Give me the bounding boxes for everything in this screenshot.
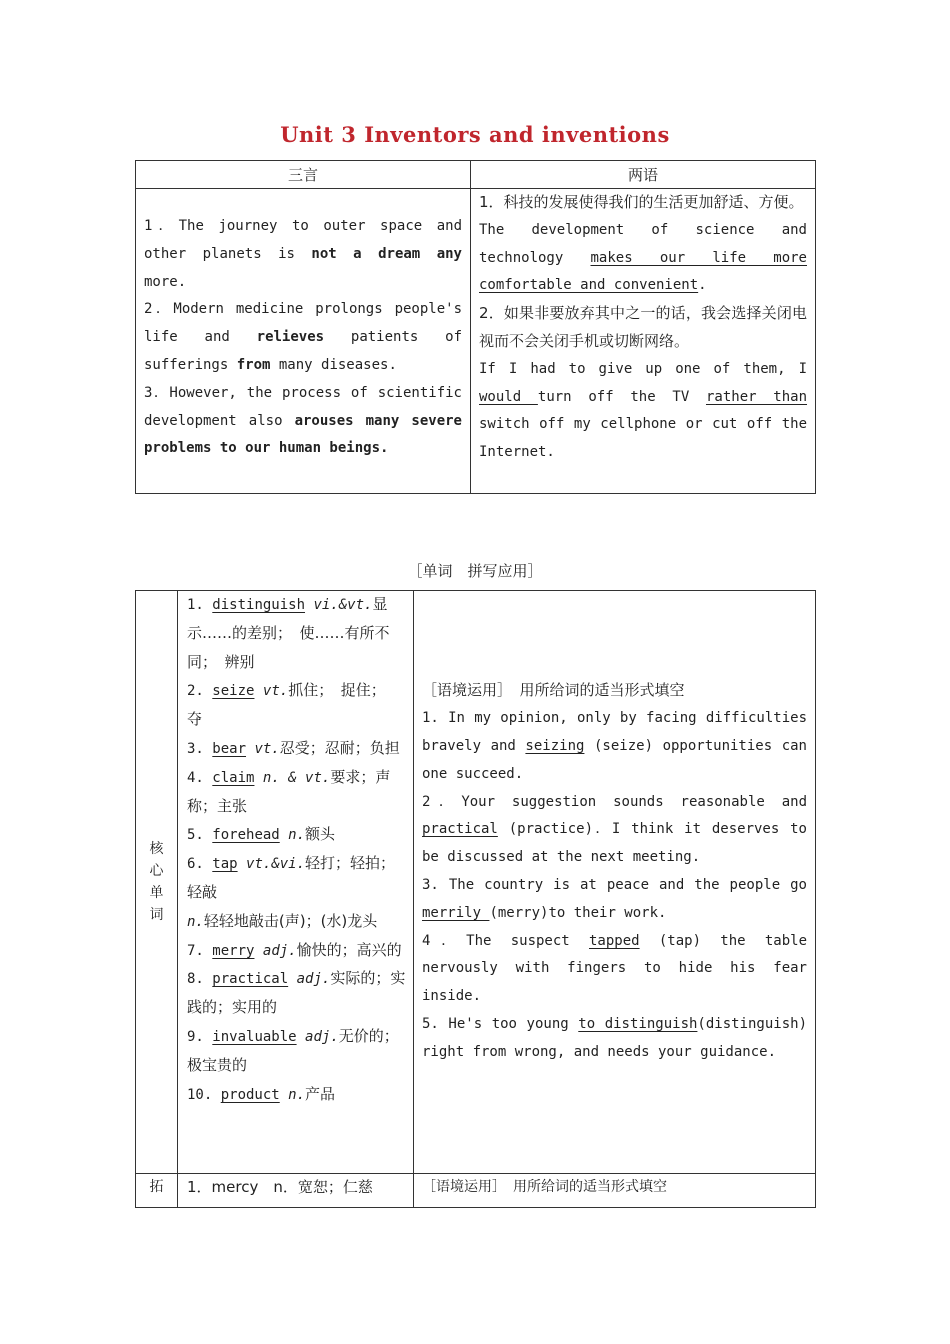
sentences-right-cell [471,189,816,494]
header-left: 三言 [136,161,471,189]
word-entry: 6. tap vt.&vi.轻打；轻拍；轻敲 [187,854,396,901]
vocabulary-table [135,590,816,1208]
sentences-table [135,160,816,494]
word-answer: claim [212,769,255,786]
word-entry: 4. claim n. & vt.要求；声称；主张 [187,767,391,815]
core-words-label [136,591,178,1174]
word-entry: n.轻轻地敲击(声)；(水)龙头 [187,911,378,930]
exercise-4: 4．The suspect tapped (tap) the table nervously with fingers to hide his fear inside. [422,932,808,1005]
word-answer: merry [212,942,255,959]
section-title: ［单词 拼写应用］ [407,562,543,580]
exercise-1: 1. In my opinion, only by facing difficulties bravely and seizing (seize) opportunities can one succeed. [422,710,807,782]
translation-prompt-1: 1．科技的发展使得我们的生活更加舒适、方便。 [479,193,804,211]
word-entry: 2. seize vt.抓住； 捉住； 夺 [187,681,394,729]
word-entry: 8. practical adj.实际的；实践的；实用的 [187,969,406,1017]
header-right: 两语 [471,161,816,189]
extended-words-label: 拓 [136,1174,178,1208]
word-answer: seize [212,683,255,700]
word-entry: 1. distinguish vi.&vt.显示……的差别； 使……有所不同； 辨别 [187,595,390,671]
exercise-3: 3. The country is at peace and the people go merrily (merry)to their work. [422,877,807,921]
word-list [178,591,414,1174]
word-entry: 7. merry adj.愉快的；高兴的 [187,940,402,959]
word-answer: distinguish [212,597,306,613]
translation-prompt-2: 2．如果非要放弃其中之一的话，我会选择关闭电视而不会关闭手机或切断网络。 [479,304,807,350]
sentence-1: 1．The journey to outer space and other planets is not a dream any more. [144,218,462,290]
extended-exercise-title: ［语境运用］ 用所给词的适当形式填空 [414,1174,816,1208]
word-entry: 3. bear vt.忍受；忍耐；负担 [187,738,400,757]
sentences-left-cell [136,189,471,494]
extended-word-1: 1．mercy n．宽恕；仁慈 [178,1174,414,1208]
word-entry: 9. invaluable adj.无价的；极宝贵的 [187,1026,399,1074]
word-answer: forehead [212,827,280,844]
word-answer: practical [212,971,289,988]
exercise-2: 2．Your suggestion sounds reasonable and practical (practice)．I think it deserves to be discussed at the next meeting. [422,793,807,866]
translation-answer-1: The development of science and technology makes our life more comfortable and convenient. [479,221,807,294]
core-words-text: 核 心 单 词 [149,841,164,923]
page-title: Unit 3 Inventors and inventions [280,122,670,147]
sentence-3: 3．However, the process of scientific development also arouses many severe problems to our human beings. [144,384,462,457]
word-answer: product [220,1086,280,1103]
word-answer: invaluable [212,1028,297,1045]
sentence-2: 2．Modern medicine prolongs people's life and relieves patients of sufferings from many diseases. [144,301,462,373]
exercise-cell [414,591,816,1174]
exercise-5: 5. He's too young to distinguish(distinguish) right from wrong, and needs your guidance. [422,1015,807,1060]
translation-answer-2: If I had to give up one of them, I would turn off the TV rather than switch off my cellphone or cut off the Internet. [479,360,808,461]
exercise-title: ［语境运用］ 用所给词的适当形式填空 [422,681,685,700]
word-entry: 10. product n.产品 [187,1084,336,1103]
word-answer: tap [212,856,238,873]
word-answer: bear [212,740,247,757]
word-entry: 5. forehead n.额头 [187,825,336,844]
